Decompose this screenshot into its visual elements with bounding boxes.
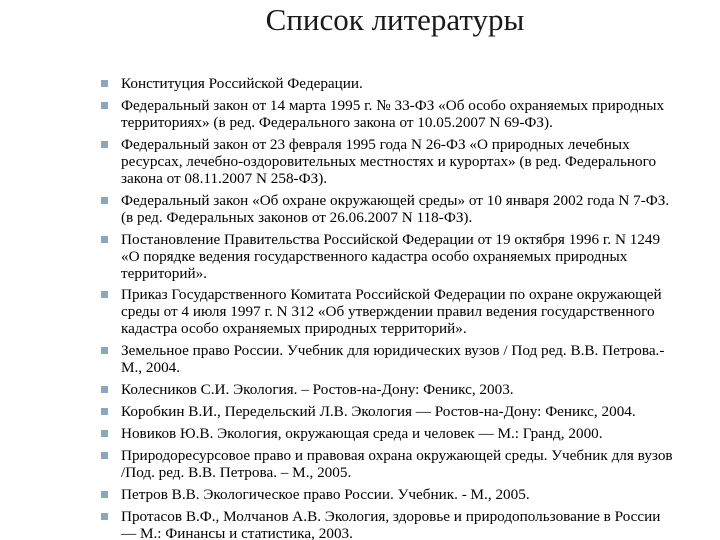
square-bullet-icon — [101, 291, 108, 298]
square-bullet-icon — [101, 452, 108, 459]
reference-line: /Под. ред. В.В. Петрова. – М., 2005. — [121, 463, 352, 481]
reference-line: М., 2004. — [121, 359, 181, 377]
reference-item — [101, 447, 713, 481]
reference-text — [121, 286, 713, 337]
square-bullet-icon — [101, 236, 108, 243]
reference-item — [101, 486, 713, 503]
reference-line: среды от 4 июля 1997 г. N 312 «Об утверждении правил ведения государственного — [121, 303, 655, 321]
reference-item — [101, 136, 713, 187]
reference-list — [101, 75, 713, 540]
square-bullet-icon — [101, 386, 108, 393]
reference-line: Протасов В.Ф., Молчанов А.В. Экология, здоровье и природопользование в России — [121, 507, 661, 525]
reference-line: Природоресурсовое право и правовая охрана окружающей среды. Учебник для вузов — [121, 446, 673, 464]
reference-item — [101, 231, 713, 282]
reference-line: территорий». — [121, 264, 207, 282]
square-bullet-icon — [101, 102, 108, 109]
reference-line: Федеральный закон от 23 февраля 1995 года N 26-ФЗ «О природных лечебных — [121, 135, 630, 153]
reference-line: закона от 08.11.2007 N 258-ФЗ). — [121, 169, 328, 187]
reference-item — [101, 403, 713, 420]
reference-text — [121, 508, 713, 540]
reference-line: Конституция Российской Федерации. — [121, 75, 363, 92]
reference-line: Приказ Государственного Комитата Российской Федерации по охране окружающей — [121, 286, 662, 304]
reference-line: Коробкин В.И., Передельский Л.В. Экология — Ростов-на-Дону: Феникс, 2004. — [121, 403, 636, 421]
square-bullet-icon — [101, 347, 108, 354]
reference-item — [101, 342, 713, 376]
reference-item — [101, 97, 713, 131]
reference-line: Федеральный закон «Об охране окружающей среды» от 10 января 2002 года N 7-ФЗ. — [121, 191, 670, 209]
reference-text — [121, 136, 713, 187]
reference-text — [121, 192, 713, 226]
reference-item — [101, 286, 713, 337]
reference-line: Петров В.В. Экологическое право России. Учебник. - М., 2005. — [121, 485, 530, 503]
reference-text — [121, 231, 713, 282]
reference-text — [121, 425, 713, 442]
reference-line: Колесников С.И. Экология. – Ростов-на-Дону: Феникс, 2003. — [121, 381, 514, 399]
square-bullet-icon — [101, 408, 108, 415]
reference-line: — М.: Финансы и статистика, 2003. — [121, 524, 353, 540]
reference-text — [121, 97, 713, 131]
reference-line: территориях» (в ред. Федерального закона от 10.05.2007 N 69-ФЗ). — [121, 113, 553, 131]
reference-line: (в ред. Федеральных законов от 26.06.2007 N 118-ФЗ). — [121, 208, 473, 226]
reference-item — [101, 508, 713, 540]
reference-text — [121, 486, 713, 503]
reference-text — [121, 75, 713, 92]
reference-line: кадастра особо охраняемых природных территорий». — [121, 320, 467, 338]
reference-item — [101, 192, 713, 226]
reference-text — [121, 342, 713, 376]
reference-line: ресурсах, лечебно-оздоровительных местностях и курортах» (в ред. Федерального — [121, 152, 657, 170]
reference-text — [121, 447, 713, 481]
reference-item — [101, 425, 713, 442]
square-bullet-icon — [101, 197, 108, 204]
reference-line: «О порядке ведения государственного кадастра особо охраняемых природных — [121, 247, 628, 265]
reference-text — [121, 381, 713, 398]
reference-line: Федеральный закон от 14 марта 1995 г. № 33-ФЗ «Об особо охраняемых природных — [121, 96, 665, 114]
reference-item — [101, 75, 713, 92]
reference-item — [101, 381, 713, 398]
reference-line: Земельное право России. Учебник для юридических вузов / Под ред. В.В. Петрова.- — [121, 342, 665, 360]
square-bullet-icon — [101, 491, 108, 498]
slide-title: Список литературы — [265, 2, 525, 37]
square-bullet-icon — [101, 141, 108, 148]
square-bullet-icon — [101, 80, 108, 87]
reference-text — [121, 403, 713, 420]
square-bullet-icon — [101, 513, 108, 520]
reference-line: Новиков Ю.В. Экология, окружающая среда и человек — М.: Гранд, 2000. — [121, 425, 603, 443]
reference-line: Постановление Правительства Российской Федерации от 19 октября 1996 г. N 1249 — [121, 230, 661, 248]
square-bullet-icon — [101, 430, 108, 437]
